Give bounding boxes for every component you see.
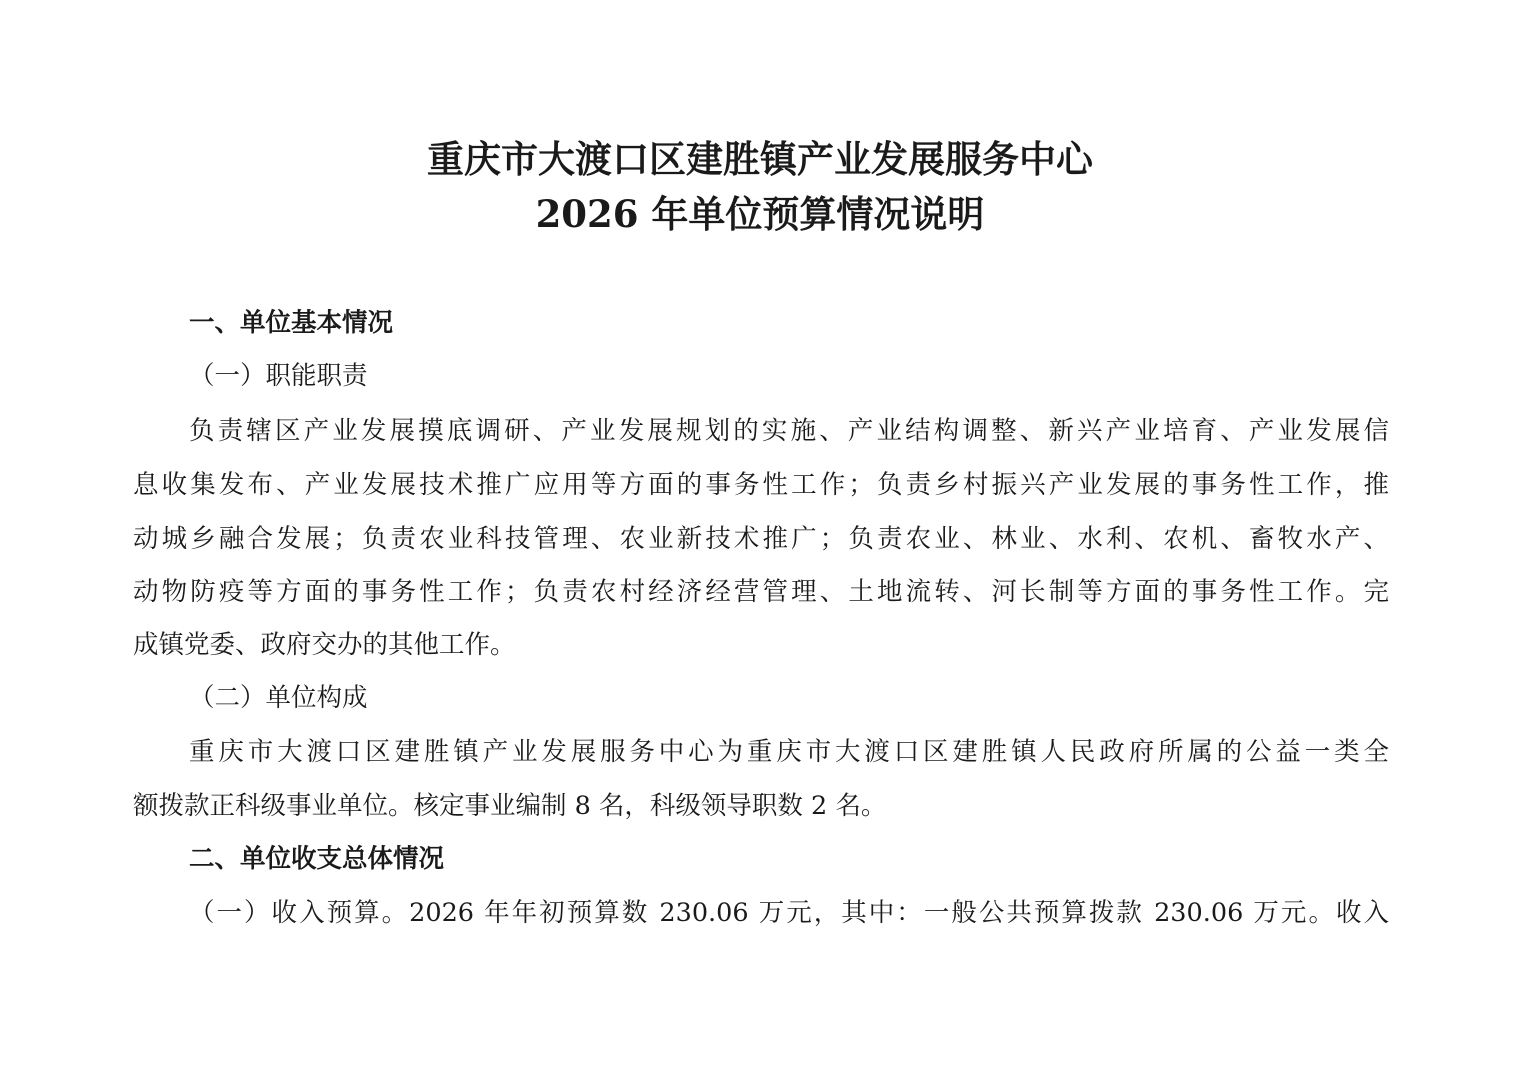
- composition-paragraph-line: 额拨款正科级事业单位。核定事业编制 8 名，科级领导职数 2 名。: [133, 791, 887, 821]
- subsection-heading-duties: （一）职能职责: [189, 361, 368, 391]
- duties-paragraph-line: 动物防疫等方面的事务性工作；负责农村经济经营管理、土地流转、河长制等方面的事务性工作。完: [133, 577, 1389, 607]
- section-heading-income-expenditure: 二、单位收支总体情况: [189, 844, 445, 874]
- composition-paragraph-line: 重庆市大渡口区建胜镇产业发展服务中心为重庆市大渡口区建胜镇人民政府所属的公益一类全: [189, 737, 1389, 767]
- duties-paragraph-line: 息收集发布、产业发展技术推广应用等方面的事务性工作；负责乡村振兴产业发展的事务性工作，推: [133, 470, 1389, 500]
- duties-paragraph-line: 成镇党委、政府交办的其他工作。: [133, 630, 516, 660]
- duties-paragraph-line: 动城乡融合发展；负责农业科技管理、农业新技术推广；负责农业、林业、水利、农机、畜牧水产、: [133, 524, 1389, 554]
- document-title-line-2: 2026 年单位预算情况说明: [535, 192, 985, 236]
- section-heading-basic-info: 一、单位基本情况: [189, 308, 394, 338]
- subsection-heading-composition: （二）单位构成: [189, 683, 368, 713]
- document-title-line-1: 重庆市大渡口区建胜镇产业发展服务中心: [427, 137, 1093, 181]
- duties-paragraph-line: 负责辖区产业发展摸底调研、产业发展规划的实施、产业结构调整、新兴产业培育、产业发展信: [189, 416, 1389, 446]
- income-budget-line: （一）收入预算。2026 年年初预算数 230.06 万元，其中：一般公共预算拨款 230.06 万元。收入: [189, 898, 1389, 928]
